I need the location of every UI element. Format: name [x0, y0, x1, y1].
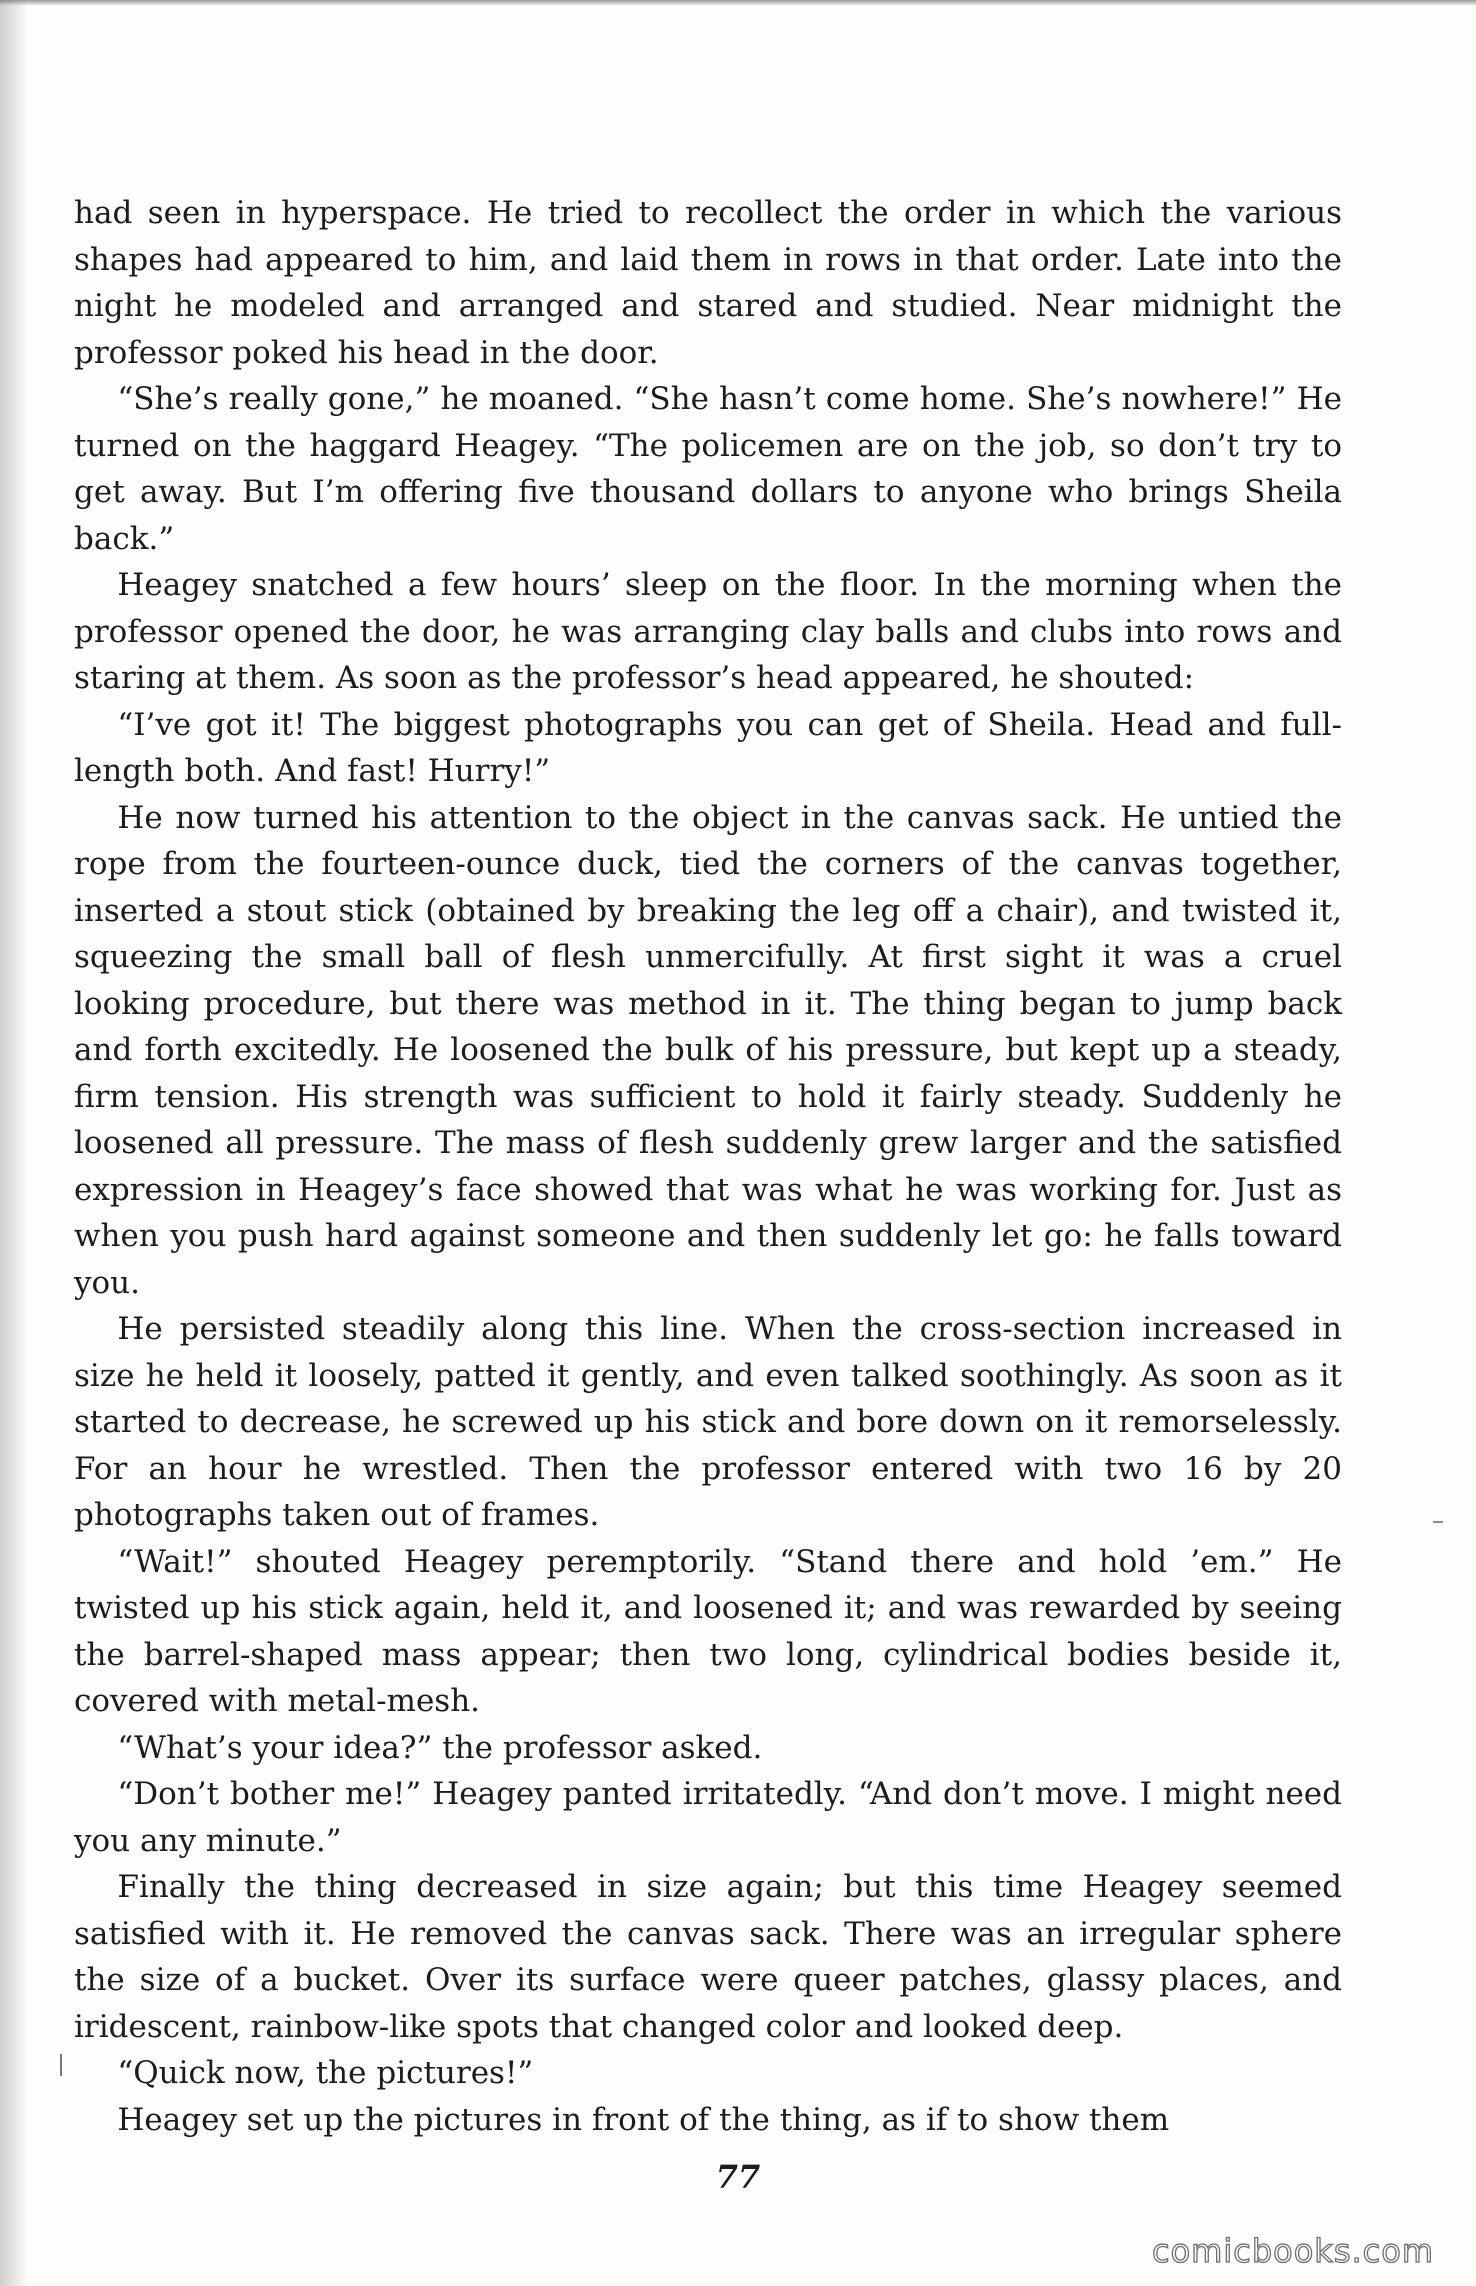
paragraph: He persisted steadily along this line. When the cross-section increased in size he held it loosely, patted it gently, and even talked soothingly. As soon as it started to decrease, he screwed up his stick and bore down on it remorselessly. For an hour he wrestled. Then the professor entered with two 16 by 20 photographs taken out of frames. [74, 1311, 1342, 1533]
watermark-logo: comicbooks.com [1151, 2232, 1434, 2270]
page-number: 77 [715, 2158, 761, 2196]
paragraph: “What’s your idea?” the professor asked. [117, 1729, 763, 1766]
paragraph: “I’ve got it! The biggest photographs you can get of Sheila. Head and full-length both. And fast! Hurry!” [74, 706, 1342, 789]
page-binding-shadow [0, 0, 28, 2286]
book-page-text [74, 190, 1342, 2143]
paragraph: Heagey snatched a few hours’ sleep on the floor. In the morning when the professor opened the door, he was arranging clay balls and clubs into rows and staring at them. As soon as the professor’s head appeared, he shouted: [74, 567, 1342, 696]
margin-mark [1433, 1521, 1443, 1523]
page-top-edge-shadow [0, 0, 1476, 6]
paragraph: “Don’t bother me!” Heagey panted irritatedly. “And don’t move. I might need you any minute.” [74, 1776, 1342, 1859]
paragraph: “Quick now, the pictures!” [117, 2055, 534, 2091]
paragraph: Finally the thing decreased in size again; but this time Heagey seemed satisfied with it. He removed the canvas sack. There was an irregular sphere the size of a bucket. Over its surface were queer patches, glassy places, and iridescent, rainbow-like spots that changed color and looked deep. [74, 1869, 1342, 2045]
paragraph: “Wait!” shouted Heagey peremptorily. “Stand there and hold ’em.” He twisted up his stick again, held it, and loosened it; and was rewarded by seeing the barrel-shaped mass appear; then two long, cylindrical bodies beside it, covered with metal-mesh. [74, 1543, 1342, 1719]
paragraph: “She’s really gone,” he moaned. “She hasn’t come home. She’s nowhere!” He turned on the haggard Heagey. “The policemen are on the job, so don’t try to get away. But I’m offering five thousand dollars to anyone who brings Sheila back.” [74, 381, 1342, 557]
paragraph: Heagey set up the pictures in front of the thing, as if to show them [117, 2101, 1170, 2138]
paragraph: had seen in hyperspace. He tried to recollect the order in which the various shapes had appeared to him, and laid them in rows in that order. Late into the night he modeled and arranged and stared and studied. Near midnight the professor poked his head in the door. [74, 195, 1342, 371]
paragraph: He now turned his attention to the object in the canvas sack. He untied the rope from the fourteen-ounce duck, tied the corners of the canvas together, inserted a stout stick (obtained by breaking the leg off a chair), and twisted it, squeezing the small ball of flesh unmercifully. At first sight it was a cruel looking procedure, but there was method in it. The thing began to jump back and forth excitedly. He loosened the bulk of his pressure, but kept up a steady, firm tension. His strength was sufficient to hold it fairly steady. Suddenly he loosened all pressure. The mass of flesh suddenly grew larger and the satisfied expression in Heagey’s face showed that was what he was working for. Just as when you push hard against someone and then suddenly let go: he falls toward you. [74, 799, 1342, 1301]
margin-mark [60, 2054, 62, 2076]
